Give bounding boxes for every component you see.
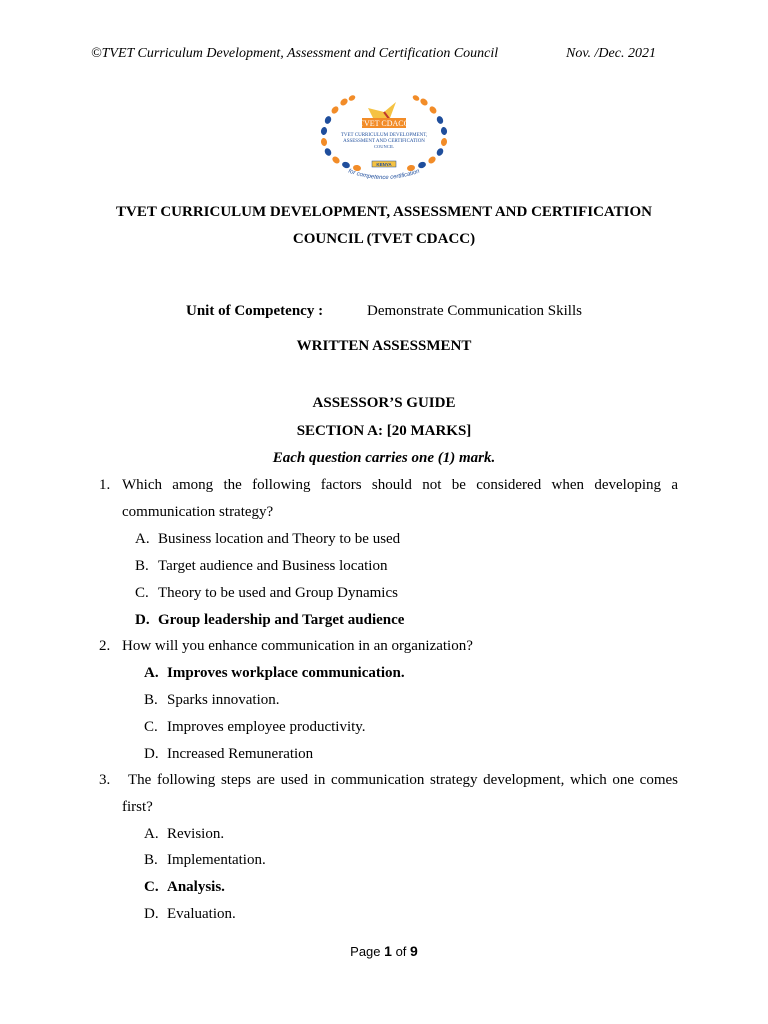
assessment-title: WRITTEN ASSESSMENT: [296, 338, 472, 354]
header-date: Nov. /Dec. 2021: [566, 46, 656, 61]
question-text-continued: communication strategy?: [122, 504, 274, 520]
footer-of-word: of: [395, 944, 407, 959]
section-title: SECTION A: [20 MARKS]: [296, 423, 472, 439]
logo-flag-icon: [368, 102, 396, 120]
answer-option: A. Business location and Theory to be used: [135, 531, 401, 547]
section-note: Each question carries one (1) mark.: [272, 450, 496, 466]
guide-title: ASSESSOR’S GUIDE: [312, 395, 456, 411]
question-number: 1.: [99, 477, 111, 493]
answer-option: B. Implementation.: [144, 852, 266, 868]
logo-banner-text: TVET CDACC: [359, 119, 409, 128]
question-text: The following steps are used in communication strategy development, which one comes: [128, 772, 678, 788]
correct-answer-option: C. Analysis.: [144, 879, 225, 895]
tvet-cdacc-logo: [316, 90, 452, 186]
correct-answer-option: D. Group leadership and Target audience: [135, 612, 405, 628]
question-text-continued: first?: [122, 799, 153, 815]
question-number: 3.: [99, 772, 111, 788]
question-number: 2.: [99, 638, 111, 654]
unit-of-competency-label: Unit of Competency :: [186, 303, 324, 319]
page-number-footer: [0, 943, 768, 959]
document-title-line1: TVET CURRICULUM DEVELOPMENT, ASSESSMENT AND CERTIFICATION: [116, 204, 652, 220]
answer-option: D. Increased Remuneration: [144, 746, 314, 762]
footer-page-word: Page: [350, 944, 381, 959]
header-council-name: ©TVET Curriculum Development, Assessment and Certification Council: [91, 46, 499, 61]
answer-option: A. Revision.: [144, 826, 225, 842]
question-text: How will you enhance communication in an organization?: [122, 638, 473, 654]
logo-text-line3: COUNCIL: [374, 144, 394, 149]
unit-of-competency-value: Demonstrate Communication Skills: [367, 303, 582, 319]
question-text: Which among the following factors should not be considered when developing a: [122, 477, 678, 493]
answer-option: B. Sparks innovation.: [144, 692, 280, 708]
answer-option: B. Target audience and Business location: [135, 558, 388, 574]
logo-kenya-text: KENYA: [376, 162, 392, 167]
logo-motto: for competence certification: [347, 168, 421, 182]
footer-page-number: 1: [384, 943, 392, 959]
answer-option: C. Theory to be used and Group Dynamics: [135, 585, 398, 601]
correct-answer-option: A. Improves workplace communication.: [144, 665, 405, 681]
logo-text-line2: ASSESSMENT AND CERTIFICATION: [343, 139, 425, 144]
answer-option: C. Improves employee productivity.: [144, 719, 366, 735]
document-title-line2: COUNCIL (TVET CDACC): [292, 231, 476, 247]
logo-text-line1: TVET CURRICULUM DEVELOPMENT,: [340, 133, 428, 138]
footer-total-pages: 9: [410, 943, 418, 959]
answer-option: D. Evaluation.: [144, 906, 236, 922]
